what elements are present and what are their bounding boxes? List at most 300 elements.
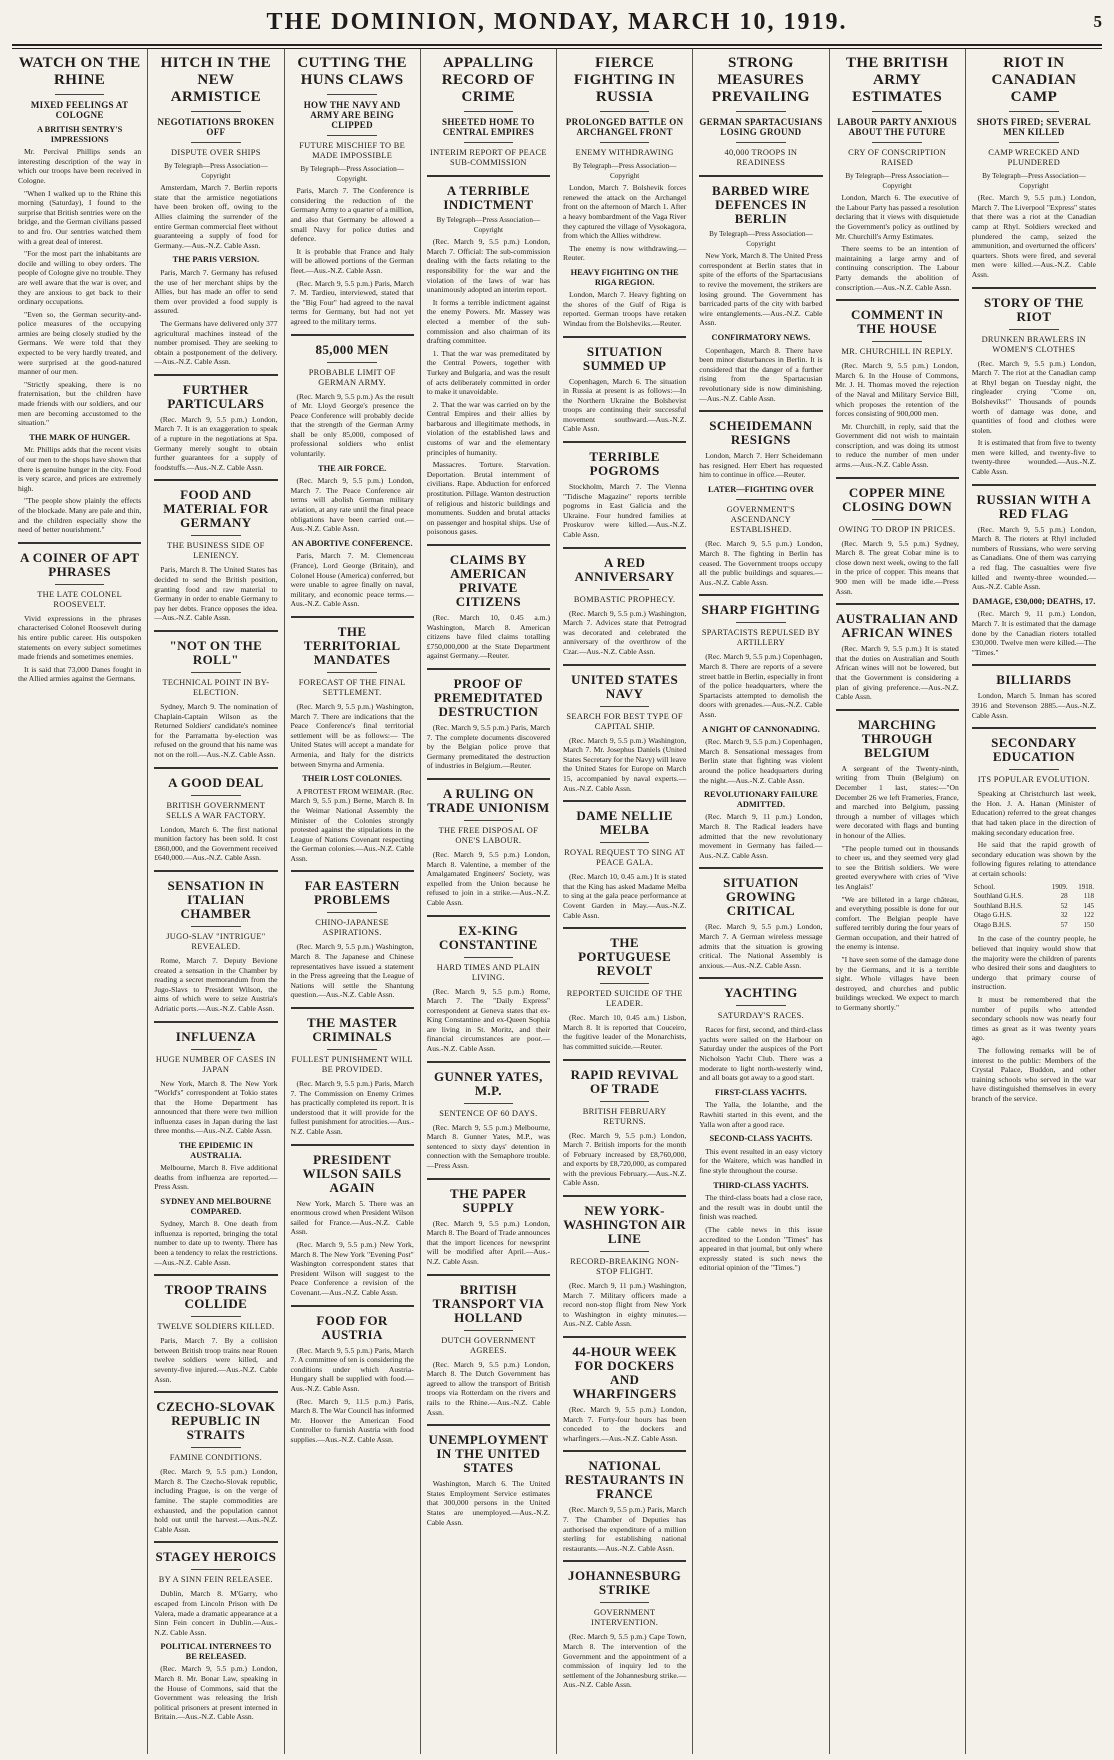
table-row	[972, 921, 1096, 931]
article-divider	[18, 542, 141, 544]
masthead-title: THE DOMINION, MONDAY, MARCH 10, 1919.	[266, 8, 848, 35]
article-divider	[427, 668, 550, 670]
subheading: HEAVY FIGHTING ON THE RIGA REGION.	[570, 267, 679, 287]
article-paragraph: "For the most part the inhabitants are docile and willing to obey orders. The people of Cologne give no trouble. They are well aware that the war is over, and they are anxious to get back to their ordinary occupations.	[18, 249, 142, 307]
headline-rule	[464, 1330, 513, 1331]
article-deck: 40,000 TROOPS IN READINESS	[724, 148, 798, 167]
article-divider	[154, 870, 277, 872]
article-headline: FOOD FOR AUSTRIA	[316, 1312, 388, 1342]
table-cell: 145	[1083, 901, 1094, 910]
article-deck: BOMBASTIC PROPHECY.	[573, 594, 676, 604]
article-divider	[154, 374, 277, 376]
article-paragraph: He said that the rapid growth of secondary education was shown by the following figures relating to attendance at certain schools:	[971, 840, 1096, 878]
article-paragraph: Sydney, March 8. One death from influenza is reported, bringing the total number to date up to twenty. There has been a tendency to relax the restrictions.—Aus.-N.Z. Cable Assn.	[154, 1219, 278, 1267]
article-deck: DUTCH GOVERNMENT AGREES.	[441, 1335, 536, 1355]
article-paragraph: New York, March 5. There was an enormous crowd when President Wilson sailed for France.—Aus.-N.Z. Cable Assn.	[290, 1198, 414, 1237]
article-deck: RECORD-BREAKING NON-STOP FLIGHT.	[570, 1257, 680, 1277]
article-paragraph: (Rec. March 9, 11 p.m.) Washington, March 7. Military officers made a record non-stop flight from New York to Washington in eighty minutes.—Aus.-N.Z. Cable Assn.	[563, 1281, 687, 1329]
article-paragraph: Stockholm, March 7. The Vienna "Tidische Magazine" reports terrible pogroms in East Galicia and the Ukraine. Four hundred families at Proskurov were killed.—Aus.-N.Z. Cable Assn.	[563, 482, 687, 540]
article-deck: OWING TO DROP IN PRICES.	[838, 524, 956, 534]
article-paragraph: (Rec. March 9, 5.5 p.m.) New York, March 8. The New York "Evening Post" Washington correspondent states that President Wilson will suggest to the Peace Conference a revision of the Covenant.—Aus.-N.Z. Cable Assn.	[290, 1239, 414, 1297]
article-headline: WATCH ON THE RHINE	[18, 55, 141, 88]
article-divider	[291, 1144, 414, 1146]
article-paragraph: (Rec. March 9, 11 p.m.) London, March 8. The Radical leaders have admitted that the new revolutionary movement in Germany has failed.—Aus.-N.Z. Cable Assn.	[699, 812, 823, 860]
article-divider	[563, 1560, 686, 1562]
article-deck: SEARCH FOR BEST TYPE OF CAPITAL SHIP.	[566, 711, 683, 731]
article-paragraph: Paris, March 7. The Conference is considering the reduction of the Germany Army to a quarter of a million, and also that Germany be allowed a small Navy for police duties and defence.	[290, 186, 414, 244]
article-deck: REPORTED SUICIDE OF THE LEADER.	[566, 989, 683, 1009]
article-deck: MR. CHURCHILL IN REPLY.	[841, 347, 953, 357]
article-paragraph: (Rec. March 9, 5.5 p.m.) London, March 7. Forty-four hours has been conceded to the dockers and wharfingers.—Aus.-N.Z. Cable Assn.	[563, 1405, 687, 1443]
headline-rule	[872, 519, 921, 520]
article-paragraph: Paris, March 7. By a collision between British troop trains near Rouen twelve soldiers were killed, and seventy-five injured.—Aus.-N.Z. Cable Assn.	[154, 1336, 278, 1384]
table-cell: 32	[1060, 911, 1068, 920]
article-paragraph: "The people turned out in thousands to cheer us, and they seemed very glad to see the British soldiers. We were greeted everywhere with cries of 'Vive les Anglais!'	[835, 843, 959, 891]
article-deck: GOVERNMENT INTERVENTION.	[591, 1608, 659, 1628]
article-headline: UNEMPLOYMENT IN THE UNITED STATES	[428, 1432, 549, 1476]
article-headline: CUTTING THE HUNS CLAWS	[297, 55, 407, 88]
article-paragraph: (Rec. March 9, 11.5 p.m.) Paris, March 8. The War Council has informed Mr. Hoover the American Food Controller to furnish Austria with food supplies.—Aus.-N.Z. Cable Assn.	[290, 1396, 414, 1444]
article-divider	[563, 1195, 686, 1197]
article-divider	[427, 1178, 550, 1180]
article-paragraph: "We are billeted in a large château, and everything possible is done for our comfort. The Belgian people have suffered terribly during the four years of German occupation, and their hatred of the enemy is intense.	[835, 894, 959, 952]
article-divider	[563, 664, 686, 666]
article-paragraph: (Rec. March 9, 5.5 p.m.) Washington, March 7. Advices state that Petrograd was decorated and celebrated the anniversary of the overthrow of the Czar.—Aus.-N.Z. Cable Assn.	[563, 608, 687, 656]
table-header-cell: 1918.	[1078, 882, 1094, 891]
headline-rule	[327, 94, 376, 95]
column-5	[557, 49, 693, 1754]
headline-rule	[736, 622, 785, 623]
article-deck: DISPUTE OVER SHIPS	[171, 148, 261, 157]
article-paragraph: 2. That the war was carried on by the Central Empires and their allies by barbarous and illegitimate methods, in violation of the established laws and customs of war and the elementary principles of humanity.	[426, 399, 550, 457]
article-paragraph: (Rec. March 9, 5.5 p.m.) It is stated that the duties on Australian and South African wines will not be lowered, but that the Government is considering a plan of giving preference.—Aus.-N.Z. Cable Assn.	[835, 644, 959, 702]
headline-rule	[736, 499, 785, 500]
article-paragraph: Copenhagen, March 6. The situation in Russia at present is as follows:—In the Northern Ukraine the Bolshevist troops are continuing their successful movement southward.—Aus.-N.Z. Cable Assn.	[563, 376, 687, 434]
article-paragraph: (Rec. March 9, 5.5 p.m.) London, March 6. In the House of Commons, Mr. J. H. Thomas moved the rejection of the Naval and Military Service Bill, which proposes the retention of the forces consisting of 900,000 men.	[835, 361, 959, 419]
article-paragraph: (Rec. March 9, 5.5 p.m.) London, March 7. The riot at the Canadian camp at Rhyl began on Tuesday night, the ringleader crying "Come on, Bolsheviks!" Thousands of pounds worth of damage was done, and quantities of food and clothes were stolen.	[971, 358, 1096, 435]
headline-rule	[327, 362, 376, 363]
table-row	[972, 892, 1096, 902]
article-paragraph: Copenhagen, March 8. There have been minor disturbances in Berlin. It is considered that the danger of a further rising from the Spartacusian revolutionary side is now diminishing.—Aus.-N.Z. Cable Assn.	[699, 345, 823, 403]
subheading: REVOLUTIONARY FAILURE ADMITTED.	[703, 790, 818, 809]
article-headline: MARCHING THROUGH BELGIUM	[857, 716, 937, 760]
masthead	[12, 0, 1102, 46]
article-divider	[699, 410, 822, 412]
article-paragraph: (Rec. March 9, 5.5 p.m.) London, March 8. The rioters at Rhyl included numbers of Russians, who were serving as Canadians. One of them was carrying a red flag. The casualties were five killed and twenty-three wounded.—Aus.-N.Z. Cable Assn.	[971, 524, 1096, 592]
article-headline: FIERCE FIGHTING IN RUSSIA	[573, 55, 676, 105]
table-cell: 118	[1083, 892, 1094, 901]
article-deck: SHEETED HOME TO CENTRAL EMPIRES	[442, 117, 535, 137]
article-divider	[154, 1541, 277, 1543]
article-paragraph: In the case of the country people, he believed that inquiry would show that the majority were the children of parents who desired their sons and daughters to undergo that primary course of instruction.	[971, 934, 1096, 992]
column-6	[693, 49, 829, 1754]
article-paragraph: Mr. Churchill, in reply, said that the Government did not wish to maintain conscription, and was doing its utmost to reduce the number of men under arms.—Aus.-N.Z. Cable Assn.	[835, 421, 959, 470]
article-paragraph: (Rec. March 9, 5.5 p.m.) London, March 8. The Dutch Government has agreed to allow the transport of British troops via Rotterdam on the rivers and rails to the Rhine.—Aus.-N.Z. Cable Assn.	[426, 1359, 550, 1417]
article-paragraph: New York, March 8. The New York "World's" correspondent at Tokio states that the Home Department has announced that there were two million influenza cases in Japan during the last three months.—Aus.-N.Z. Cable Assn.	[154, 1078, 278, 1136]
article-divider	[699, 175, 822, 177]
article-paragraph: "When I walked up to the Rhine this morning (Saturday), I found to the surprise that British sentries were on the bridge, and the German civilians passed to and fro. Our sentries watched them with a great deal of interest.	[18, 188, 142, 246]
article-deck: JUGO-SLAV "INTRIGUE" REVEALED.	[166, 931, 266, 951]
article-divider	[836, 709, 959, 711]
table-header-cell: 1909.	[1051, 882, 1068, 891]
article-headline: STORY OF THE RIOT	[984, 294, 1084, 324]
article-divider	[427, 544, 550, 546]
headline-rule	[736, 111, 785, 112]
headline-rule	[600, 1602, 649, 1603]
dateline: By Telegraph—Press Association—Copyright.	[300, 165, 404, 183]
article-paragraph: "The people show plainly the effects of the blockade. Many are pale and thin, and the children especially show the need of better nourishment."	[18, 496, 142, 535]
headline-rule	[55, 584, 104, 585]
headline-rule	[464, 1103, 513, 1104]
article-deck: SATURDAY'S RACES.	[717, 1011, 805, 1021]
article-paragraph: (Rec. March 9, 5.5 p.m.) Washington, March 7. There are indications that the Peace Conference's final territorial settlement will be as follows:— The United States will accept a mandate for Armenia, and Italy for the districts between Smyrna and Armenia.	[290, 701, 414, 769]
article-deck: FUTURE MISCHIEF TO BE MADE IMPOSSIBLE	[299, 141, 406, 160]
article-headline: HITCH IN THE NEW ARMISTICE	[160, 55, 272, 105]
table-row	[972, 911, 1096, 921]
article-headline: BILLIARDS	[996, 672, 1072, 688]
subheading: A BRITISH SENTRY'S IMPRESSIONS	[36, 125, 123, 144]
article-headline: SITUATION SUMMED UP	[582, 343, 667, 373]
article-deck: SPARTACISTS REPULSED BY ARTILLERY	[701, 628, 820, 648]
dateline: By Telegraph—Press Association—Copyright	[845, 172, 949, 190]
article-headline: THE TERRITORIAL MANDATES	[303, 623, 401, 667]
article-paragraph: (Rec. March 9, 5.5 p.m.) Paris, March 7. A committee of ten is considering the conditions under which Austria-Hungary shall be supplied with food.—Aus.-N.Z. Cable Assn.	[290, 1345, 414, 1393]
article-divider	[154, 1021, 277, 1023]
article-headline: PROOF OF PREMEDITATED DESTRUCTION	[433, 675, 543, 719]
article-divider	[563, 1450, 686, 1452]
headline-rule	[191, 142, 240, 143]
article-paragraph: "Strictly speaking, there is no fraternisation, but the children have made friends with our soldiers, and our men are becoming accustomed to the situation."	[18, 379, 142, 428]
article-deck: GOVERNMENT'S ASCENDANCY ESTABLISHED.	[726, 505, 796, 535]
article-deck: PROLONGED BATTLE ON ARCHANGEL FRONT	[565, 117, 684, 137]
article-headline: JOHANNESBURG STRIKE	[568, 1568, 682, 1598]
article-paragraph: The Germans have delivered only 377 agricultural machines instead of the number promised. They are seeking to obtain a postponement of the delivery.—Aus.-N.Z. Cable Assn.	[154, 318, 278, 367]
article-headline: THE PORTUGUESE REVOLT	[578, 935, 672, 979]
article-deck: TWELVE SOLDIERS KILLED.	[157, 1322, 275, 1332]
article-divider	[427, 915, 550, 917]
article-headline: FOOD AND MATERIAL FOR GERMANY	[163, 487, 269, 531]
dateline: By Telegraph—Press Association—Copyright	[164, 162, 268, 180]
headline-rule	[600, 842, 649, 843]
article-divider	[291, 870, 414, 872]
headline-rule	[191, 672, 240, 673]
article-paragraph: It is said that 73,000 Danes fought in the Allied armies against the Germans.	[18, 664, 142, 684]
dateline: By Telegraph—Press Association—Copyright	[982, 172, 1086, 190]
subheading: THE PARIS VERSION.	[172, 255, 260, 265]
article-divider	[972, 727, 1096, 729]
article-deck: FORECAST OF THE FINAL SETTLEMENT.	[298, 677, 406, 697]
page-number: 5	[1093, 12, 1102, 31]
article-paragraph: (Rec. March 9, 5.5 p.m.) Paris, March 7. The Chamber of Deputies has authorised the expenditure of a million sterling for establishing national restaurants.—Aus.-N.Z. Cable Assn.	[563, 1505, 687, 1553]
article-divider	[699, 977, 822, 979]
article-headline: A TERRIBLE INDICTMENT	[443, 183, 534, 212]
headline-rule	[55, 94, 104, 95]
article-deck: FULLEST PUNISHMENT WILL BE PROVIDED.	[291, 1055, 413, 1075]
article-headline: SCHEIDEMANN RESIGNS	[709, 418, 813, 448]
article-paragraph: (Rec. March 10, 0.45 a.m.) It is stated that the King has asked Madame Melba to sing at the gala peace performance at Covent Garden in May.—Aus.-N.Z. Cable Assn.	[563, 872, 687, 920]
article-headline: BRITISH TRANSPORT VIA HOLLAND	[432, 1281, 545, 1325]
article-divider	[972, 484, 1096, 486]
headline-rule	[872, 341, 921, 342]
article-divider	[563, 547, 686, 549]
article-headline: 85,000 MEN	[315, 341, 389, 357]
article-divider	[291, 1007, 414, 1009]
article-deck: HOW THE NAVY AND ARMY ARE BEING CLIPPED	[303, 100, 401, 130]
table-cell: 28	[1060, 892, 1068, 901]
article-paragraph: London, March 5. Inman has scored 3916 and Stevenson 2885.—Aus.-N.Z. Cable Assn.	[971, 691, 1096, 720]
article-paragraph: London, March 7. Heavy fighting on the shores of the Gulf of Riga is reported. German troops have retaken Windau from the Bolsheviks.—Reuter.	[563, 290, 687, 328]
article-deck: CRY OF CONSCRIPTION RAISED	[848, 148, 947, 167]
table-cell: Southland G.H.S.	[973, 892, 1024, 901]
article-paragraph: (Rec. March 9, 11 p.m.) London, March 7. It is estimated that the damage done by the Canadian rioters totalled £30,000. Twelve men were killed.—The "Times."	[971, 609, 1096, 657]
headline-rule	[327, 135, 376, 136]
article-divider	[563, 1336, 686, 1338]
article-headline: PRESIDENT WILSON SAILS AGAIN	[302, 1151, 402, 1195]
article-paragraph: (Rec. March 9, 5.5 p.m.) London, March 7. A German wireless message admits that the situation is growing critical. The National Assembly is anxious.—Aus.-N.Z. Cable Assn.	[699, 922, 823, 970]
article-deck: ENEMY WITHDRAWING	[575, 148, 674, 157]
article-paragraph: "I have seen some of the damage done by the Germans, and it is a terrible sight. Whole villages have been destroyed, and churches and public buildings wrecked. We expect to march to Germany shortly."	[835, 955, 959, 1013]
table-header-row	[972, 883, 1096, 893]
subheading: THE AIR FORCE.	[318, 463, 387, 473]
headline-rule	[191, 795, 240, 796]
article-paragraph: A PROTEST FROM WEIMAR. (Rec. March 9, 5.5 p.m.) Berne, March 8. In the Weimar National Assembly the Minister of the Colonies strongly protested against the stipulations in the League of Nations Covenant respecting the German colonies.—Aus.-N.Z. Cable Assn.	[290, 786, 414, 863]
article-deck: THE LATE COLONEL ROOSEVELT.	[37, 589, 123, 609]
article-deck: PROBABLE LIMIT OF GERMAN ARMY.	[308, 367, 396, 387]
article-divider	[291, 1305, 414, 1307]
article-headline: DAME NELLIE MELBA	[576, 808, 673, 838]
table-cell: 57	[1060, 920, 1068, 929]
article-headline: UNITED STATES NAVY	[571, 671, 679, 701]
article-paragraph: (Rec. March 9, 5.5 p.m.) Washington, March 7. Mr. Josephus Daniels (United States Secretary for the Navy) will leave the United States for Europe on March 15, accompanied by naval experts.—Aus.-N.Z. Cable Assn.	[563, 735, 687, 793]
headline-rule	[736, 1005, 785, 1006]
headline-rule	[600, 589, 649, 590]
article-paragraph: Rome, March 7. Deputy Bevione created a sensation in the Chamber by reading a secret memorandum from the Jugo-Slavs to President Wilson, the aims of which were to seize Austria's Adriatic ports.—Aus.-N.Z. Cable Assn.	[154, 955, 278, 1013]
article-divider	[972, 287, 1096, 289]
article-paragraph: (Rec. March 9, 5.5 p.m.) London, March 7. The Liverpool "Express" states that there was a riot at the Canadian camp at Rhyl. Soldiers wrecked and plundered the camp, seized the ammunition, and overturned the officers' quarters. Shots were fired, and several men were killed.—Aus.-N.Z. Cable Assn.	[971, 193, 1096, 279]
article-paragraph: The enemy is now withdrawing.—Reuter.	[563, 243, 687, 263]
column-3	[285, 49, 421, 1754]
article-paragraph: Speaking at Christchurch last week, the Hon. J. A. Hanan (Minister of Education) referred to the great changes that had taken place in the direction of making secondary education free.	[971, 789, 1096, 837]
article-paragraph: Races for first, second, and third-class yachts were sailed on the Harbour on Saturday under the auspices of the Port Nicholson Yacht Club. There was a moderate to light north-westerly wind, and all boats got away to a good start.	[699, 1025, 823, 1083]
article-divider	[563, 441, 686, 443]
article-divider	[154, 479, 277, 481]
article-deck: BY A SINN FEIN RELEASEE.	[158, 1575, 273, 1585]
article-divider	[836, 603, 959, 605]
article-headline: THE BRITISH ARMY ESTIMATES	[845, 55, 949, 105]
article-paragraph: "Even so, the German security-and-police measures of the occupying armies are being closely studied by the Germans. We were told that they expected to be very hardly treated, and were surprised at the good-natured manner of our men.	[18, 309, 142, 377]
article-headline: FURTHER PARTICULARS	[167, 381, 265, 411]
article-headline: A RED ANNIVERSARY	[574, 554, 675, 584]
article-divider	[154, 630, 277, 632]
article-paragraph: Melbourne, March 8. Five additional deaths from influenza are reported.—Press Assn.	[154, 1163, 278, 1192]
headline-rule	[1009, 142, 1059, 143]
article-paragraph: (Rec. March 9, 5.5 p.m.) Melbourne, March 8. Gunner Yates, M.P., was sentenced to sixty days' detention in connection with the Semaphore trouble.—Press Assn.	[426, 1122, 550, 1171]
article-paragraph: (Rec. March 9, 5.5 p.m.) London, March 7. Official: The sub-commission dealing with the facts relating to the responsibility for the war and the violation of the laws of war has unanimously adopted an interim report.	[426, 237, 550, 295]
article-divider	[291, 616, 414, 618]
article-headline: COMMENT IN THE HOUSE	[851, 307, 944, 337]
headline-rule	[191, 1316, 240, 1317]
article-paragraph: It forms a terrible indictment against the enemy Powers. Mr. Massey was elected a member of the sub-commission and also chairman of its drafting committee.	[426, 297, 550, 346]
article-paragraph: The third-class boats had a close race, and the result was in doubt until the finish was reached.	[699, 1193, 823, 1222]
article-paragraph: (Rec. March 9, 5.5 p.m.) Paris, March 7. The Commission on Enemy Crimes has practically completed its report. It is understood that it will provide for the fullest punishment for atrocities.—Aus.-N.Z. Cable Assn.	[290, 1079, 414, 1136]
article-paragraph: (The cable news in this issue accredited to the London "Times" has appeared in that journal, but only where expressly stated is such news the editorial opinion of the "Times.")	[699, 1224, 823, 1273]
headline-rule	[1009, 769, 1059, 770]
headline-rule	[191, 926, 240, 927]
article-headline: A COINER OF APT PHRASES	[19, 549, 140, 579]
article-headline: THE MASTER CRIMINALS	[306, 1015, 398, 1045]
headline-rule	[191, 111, 240, 112]
article-headline: RAPID REVIVAL OF TRADE	[570, 1066, 679, 1096]
article-paragraph: (Rec. March 9, 5.5 p.m.) Paris, March 7. The complete documents discovered by the Belgian police prove that Germany premeditated the destruction of industries in Belgium.—Reuter.	[426, 722, 550, 771]
article-deck: HUGE NUMBER OF CASES IN JAPAN	[155, 1054, 276, 1074]
headline-rule	[872, 111, 921, 112]
article-paragraph: 1. That the war was premeditated by the Central Powers, together with Turkey and Bulgaria, and was the result of acts deliberately committed in order to make it unavoidable.	[426, 348, 550, 397]
table-cell: Otago B.H.S.	[973, 920, 1012, 929]
article-paragraph: (Rec. March 9, 5.5 p.m.) London, March 8. The Board of Trade announces that the import licences for newsprint will be modified after April.—Aus.-N.Z. Cable Assn.	[426, 1218, 550, 1266]
table-cell: 122	[1083, 911, 1094, 920]
article-paragraph: The following remarks will be of interest to the public: Members of the Crystal Palace, Buddon, and other training schools who served in the war have distinguished themselves in every branch of the service.	[971, 1046, 1096, 1103]
headline-rule	[327, 1049, 376, 1050]
article-headline: COPPER MINE CLOSING DOWN	[842, 484, 953, 514]
headline-rule	[464, 820, 513, 821]
subheading: SYDNEY AND MELBOURNE COMPARED.	[160, 1197, 272, 1216]
article-divider	[427, 1424, 550, 1426]
subheading: A NIGHT OF CANNONADING.	[702, 724, 820, 734]
subheading: POLITICAL INTERNEES TO BE RELEASED.	[160, 1642, 272, 1661]
subheading: AN ABORTIVE CONFERENCE.	[291, 538, 413, 548]
headline-rule	[872, 142, 921, 143]
article-headline: CZECHO-SLOVAK REPUBLIC IN STRAITS	[156, 1399, 276, 1443]
article-headline: FAR EASTERN PROBLEMS	[304, 878, 400, 908]
article-paragraph: (Rec. March 9, 5.5 p.m.) Paris, March 7. M. Tardieu, interviewed, stated that the "Big Four" had agreed to the naval terms for Germany, but had not yet agreed to the military terms.	[290, 278, 414, 326]
article-paragraph: (Rec. March 9, 5.5 p.m.) Rome, March 7. The "Daily Express" correspondent at Geneva states that ex-King Constantine and ex-Queen Sophia are living in St. Moritz, and their financial circumstances are poor.—Aus.-N.Z. Cable Assn.	[426, 986, 550, 1054]
article-divider	[699, 594, 822, 596]
column-1	[12, 49, 148, 1754]
article-divider	[699, 867, 822, 869]
column-4	[421, 49, 557, 1754]
table-row	[972, 902, 1096, 912]
article-divider	[154, 767, 277, 769]
headline-rule	[600, 983, 649, 984]
article-headline: RUSSIAN WITH A RED FLAG	[976, 491, 1092, 521]
article-divider	[563, 927, 686, 929]
article-divider	[427, 1061, 550, 1063]
article-paragraph: Mr. Percival Phillips sends an interesting description of the way in which our troops have been received in Cologne.	[18, 147, 142, 185]
dateline: By Telegraph—Press Association—Copyright	[709, 230, 813, 248]
headline-rule	[600, 1251, 649, 1252]
article-headline: EX-KING CONSTANTINE	[438, 922, 538, 952]
article-deck: CAMP WRECKED AND PLUNDERED	[988, 148, 1080, 167]
article-headline: STRONG MEASURES PREVAILING	[711, 55, 810, 105]
article-divider	[563, 1059, 686, 1061]
article-paragraph: London, March 7. Bolshevik forces renewed the attack on the Archangel front on the afternoon of March 1. After a heavy bombardment of the Vaga River they captured the village of Vysokagora, from which the Allies withdrew.	[563, 183, 687, 241]
article-paragraph: It is estimated that from five to twenty men were killed, and twenty-five to twenty-three wounded.—Aus.-N.Z. Cable Assn.	[971, 438, 1096, 477]
article-paragraph: Paris, March 7. Germany has refused the use of her merchant ships by the Allies, but has made an offer to send them over provided a food supply is assured.	[154, 267, 278, 316]
article-headline: THE PAPER SUPPLY	[450, 1185, 527, 1215]
article-headline: APPALLING RECORD OF CRIME	[441, 55, 535, 105]
article-deck: CHINO-JAPANESE ASPIRATIONS.	[315, 918, 389, 938]
article-headline: CLAIMS BY AMERICAN PRIVATE CITIZENS	[449, 552, 527, 609]
headline-rule	[327, 672, 376, 673]
article-paragraph: (Rec. March 9, 5.5 p.m.) Copenhagen, March 8. There are reports of a severe street battle in Berlin, especially in front of the police headquarters, where the Spartacists attempted to demolish the doors with grenades.—Aus.-N.Z. Cable Assn.	[699, 652, 823, 719]
article-paragraph: Massacres. Torture. Starvation. Deportation. Brutal internment of civilians. Rape. Abduction for enforced prostitution. Pillage. Wanton destruction of religious and historic buildings and monuments. Sudden and brutal attacks on passenger and hospital ships. Use of poisonous gases.	[426, 460, 550, 537]
headline-rule	[464, 111, 513, 112]
article-deck: FAMINE CONDITIONS.	[169, 1453, 262, 1463]
article-paragraph: New York, March 8. The United Press correspondent at Berlin states that in spite of the efforts of the Spartacusians to revive the movement, the strikers are losing ground. The Government has barricaded parts of the city with barbed wire entanglements.—Aus.-N.Z. Cable Assn.	[699, 251, 823, 328]
article-paragraph: (Rec. March 10, 0.45 a.m.) Lisbon, March 8. It is reported that Couceiro, the fugitive leader of the Monarchists, has committed suicide.—Reuter.	[563, 1013, 687, 1051]
headline-rule	[191, 1569, 240, 1570]
article-paragraph: Paris, March 7. M. Clemenceau (France), Lord George (Britain), and Colonel House (America) conferred, but were unable to agree finally on naval, military, and economic peace terms.—Aus.-N.Z. Cable Assn.	[290, 551, 414, 609]
article-divider	[154, 1391, 277, 1393]
article-headline: SITUATION GROWING CRITICAL	[723, 875, 799, 919]
article-paragraph: (Rec. March 9, 5.5 p.m.) London, March 8. Valentine, a member of the Amalgamated Engineers' Society, was expelled from the Union because he refused to join in a strike.—Aus.-N.Z. Cable Assn.	[426, 849, 550, 907]
article-paragraph: Sydney, March 9. The nomination of Chaplain-Captain Wilson as the Returned Soldiers' candidate's nominee for the Parramatta by-election was refused on the ground that his name was not on the roll.—Aus.-N.Z. Cable Assn.	[154, 702, 278, 759]
table-cell: 150	[1083, 920, 1094, 929]
article-divider	[563, 336, 686, 338]
subheading: FIRST-CLASS YACHTS.	[715, 1087, 807, 1097]
article-divider	[836, 299, 959, 301]
column-8	[966, 49, 1102, 1754]
article-headline: GUNNER YATES, M.P.	[434, 1068, 543, 1098]
headline-rule	[191, 1049, 240, 1050]
subheading: DAMAGE, £30,000; DEATHS, 17.	[972, 596, 1096, 606]
article-divider	[427, 778, 550, 780]
article-deck: NEGOTIATIONS BROKEN OFF	[157, 117, 275, 137]
article-deck: ITS POPULAR EVOLUTION.	[977, 775, 1090, 785]
article-paragraph: (Rec. March 9, 5.5 p.m.) London, March 8. Mr. Bonar Law, speaking in the House of Commons, said that the Government was releasing the Irish political prisoners at present interned in Britain.—Aus.-N.Z. Cable Assn.	[154, 1664, 278, 1722]
article-paragraph: (Rec. March 9, 5.5 p.m.) London, March 7. The Peace Conference air terms will abolish German military aviation, at any rate until the final peace obligations have been carried out.—Aus.-N.Z. Cable Assn.	[290, 476, 414, 534]
article-deck: LABOUR PARTY ANXIOUS ABOUT THE FUTURE	[837, 117, 957, 137]
article-paragraph: (Rec. March 9, 5.5 p.m.) London, March 8. The Czecho-Slovak republic, including Prague, is on the verge of famine. The staple commodities are exhausted, and the population cannot hold out until the harvest.—Aus.-N.Z. Cable Assn.	[154, 1467, 278, 1534]
article-headline: "NOT ON THE ROLL"	[169, 638, 263, 667]
column-7	[830, 49, 966, 1754]
article-paragraph: It is probable that France and Italy will be allowed portions of the German fleet.—Aus.-N.Z. Cable Assn.	[290, 246, 414, 275]
headline-rule	[600, 111, 649, 112]
headline-rule	[600, 1101, 649, 1102]
article-headline: INFLUENZA	[175, 1028, 256, 1044]
article-paragraph: (Rec. March 9, 5.5 p.m.) Washington, March 8. The Japanese and Chinese representatives have issued a statement in the Press agreeing that the League of Nations will settle the Shantung question.—Aus.-N.Z. Cable Assn.	[290, 942, 414, 1000]
article-headline: A GOOD DEAL	[168, 774, 264, 790]
article-deck: GERMAN SPARTACUSIANS LOSING GROUND	[699, 117, 823, 137]
article-deck: BRITISH FEBRUARY RETURNS.	[582, 1106, 667, 1126]
article-paragraph: A sergeant of the Twenty-ninth, writing from Thuin (Belgium) on December 1 last, states:—"On December 26 we left Frameries, France, and marched into Belgium, passing through a number of villages which were decorated with flags and bunting in honour of the Allies.	[835, 763, 959, 840]
article-paragraph: (Rec. March 9, 5.5 p.m.) Sydney, March 8. The great Cobar mine is to close down next week, owing to the fall in the price of copper. This means that 900 men will be made idle.—Press Assn.	[835, 538, 959, 596]
table-cell: 52	[1060, 901, 1068, 910]
attendance-table	[972, 883, 1096, 931]
subheading: LATER—FIGHTING OVER	[708, 484, 814, 494]
article-paragraph: Washington, March 6. The United States Employment Service estimates that 300,000 persons in the United States are unemployed.—Aus.-N.Z. Cable Assn.	[426, 1479, 550, 1527]
article-paragraph: London, March 6. The executive of the Labour Party has passed a resolution declaring that it views with disquietude the Government's policy as outlined by Mr. Churchill's Army Estimates.	[835, 193, 959, 241]
subheading: THEIR LOST COLONIES.	[302, 774, 402, 784]
article-paragraph: Paris, March 8. The United States has decided to send the British position, granting food and raw material to Germany in order to enable Germany to pay her debts. France opposes the idea.—Aus.-N.Z. Cable Assn.	[154, 565, 278, 623]
article-divider	[972, 664, 1096, 666]
article-deck: SENTENCE OF 60 DAYS.	[439, 1108, 538, 1118]
headline-rule	[1009, 111, 1059, 112]
dateline: By Telegraph—Press Association—Copyright	[436, 216, 541, 234]
article-deck: SHOTS FIRED; SEVERAL MEN KILLED	[976, 117, 1091, 137]
subheading: SECOND-CLASS YACHTS.	[709, 1134, 813, 1144]
article-headline: BARBED WIRE DEFENCES IN BERLIN	[712, 183, 810, 226]
article-paragraph: There seems to be an intention of maintaining a large army and of continuing conscription. The Labour Party demands the abolition of conscription.—Aus.-N.Z. Cable Assn.	[835, 244, 959, 292]
article-paragraph: This event resulted in an easy victory for the Waitere, which was handled in fine style throughout the course.	[699, 1146, 823, 1175]
article-paragraph: (Rec. March 9, 5.5 p.m.) London, March 8. The fighting in Berlin has ceased. The Government troops occupy all the public buildings and squares.—Aus.-N.Z. Cable Assn.	[699, 539, 823, 587]
headline-rule	[464, 957, 513, 958]
article-headline: STAGEY HEROICS	[155, 1549, 277, 1565]
article-headline: NEW YORK-WASHINGTON AIR LINE	[563, 1203, 686, 1247]
article-paragraph: Amsterdam, March 7. Berlin reports state that the armistice negotiations have been broken off, owing to the Allies claiming the surrender of the entire German commercial fleet without guaranteeing a supply of food for Germany.—Aus.-N.Z. Cable Assn.	[154, 183, 278, 250]
subheading: THE MARK OF HUNGER.	[29, 432, 130, 442]
article-deck: BRITISH GOVERNMENT SELLS A WAR FACTORY.	[166, 800, 266, 820]
